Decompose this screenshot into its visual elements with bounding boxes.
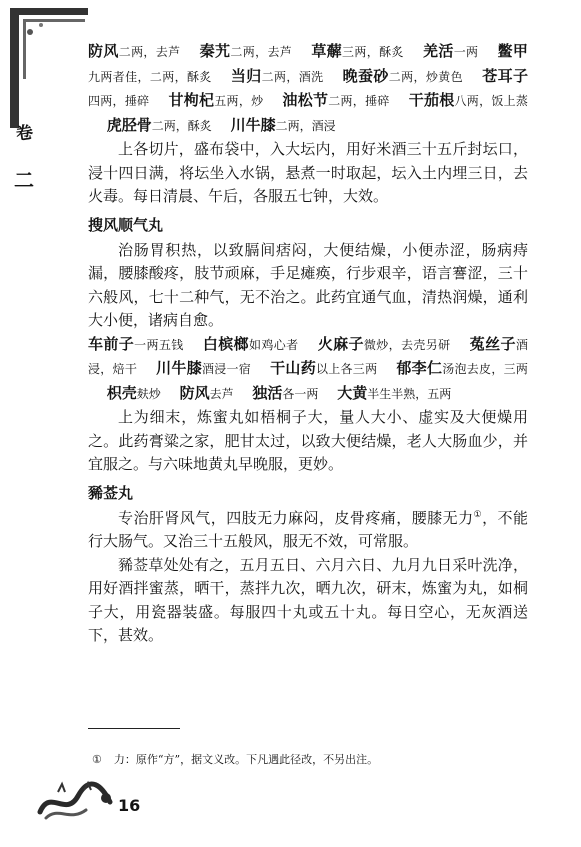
preparation-method: 上为细末，炼蜜丸如梧桐子大，量人大小、虚实及大便燥用之。此药膏粱之家，肥甘太过，以致大便结燥，老人大肠血少，并宜服之。与六味地黄丸早晚服，更妙。 (88, 408, 528, 473)
chapter-number: 二 (14, 168, 34, 192)
section-title: 搜风顺气丸 (88, 215, 164, 234)
herb-name: 火麻子 (317, 334, 364, 353)
herb-name: 防风 (88, 42, 119, 60)
herb-dose: 麸炒 (136, 386, 161, 401)
herb-dose: 八两，饭上蒸 (454, 94, 528, 108)
herb-name: 白槟榔 (202, 334, 250, 353)
herb-dose: 如鸡心者 (249, 337, 299, 352)
page-number: 16 (118, 796, 141, 815)
footnote (92, 753, 378, 767)
footnote-reference[interactable]: ① (473, 509, 483, 520)
herb-name: 川牛膝 (156, 359, 202, 377)
herb-name: 川牛膝 (230, 115, 276, 134)
herb-name: 大黄 (337, 383, 368, 402)
herb-dose: 五两，炒 (214, 94, 264, 108)
herb-name: 油松节 (282, 91, 329, 109)
herb-dose: 微炒，去壳另研 (363, 337, 451, 352)
herb-name: 菟丝子 (469, 334, 516, 353)
indications-text: 专治肝肾风气，四肢无力麻闷，皮骨疼痛，腰膝无力 (118, 508, 474, 527)
herb-dose: 汤泡去皮，三两 (442, 362, 528, 376)
herb-name: 枳壳 (106, 383, 137, 402)
chapter-label: 卷 (14, 122, 35, 145)
herb-dose: 去芦 (209, 386, 234, 401)
herb-dose: 二两，去芦 (118, 45, 181, 59)
herb-dose: 三两，酥炙 (342, 45, 404, 59)
herb-name: 当归 (230, 66, 262, 85)
herb-name: 草薢 (311, 42, 343, 60)
herb-dose: 二两，酒洗 (261, 69, 324, 84)
herb-name: 苍耳子 (482, 66, 528, 85)
herb-name: 郁李仁 (396, 359, 443, 377)
herb-dose: 一两五钱 (134, 337, 184, 352)
herb-name: 防风 (179, 383, 210, 402)
footnote-divider (88, 728, 180, 729)
herb-dose: 酒浸一宿 (201, 362, 252, 376)
herb-dose: 一两 (453, 45, 479, 59)
herb-dose: 九两者佳，二两，酥炙 (88, 69, 212, 84)
footnote-mark: ① (92, 753, 102, 766)
herb-list-1 (88, 40, 528, 138)
herb-dose: 四两，捶碎 (88, 94, 150, 108)
herb-dose: 各一两 (282, 386, 319, 401)
indications-paragraph (88, 507, 528, 554)
corner-ornament (10, 8, 88, 128)
herb-name: 秦艽 (199, 42, 231, 60)
herb-dose: 二两，炒黄色 (388, 69, 464, 84)
herb-name: 独活 (252, 383, 283, 402)
herb-dose: 以上各三两 (315, 362, 378, 376)
herb-dose: 酒浸，焙干 (88, 337, 528, 376)
chapter-marker (12, 122, 56, 190)
preparation-method: 豨莶草处处有之，五月五日、六月六日、九月九日采叶洗净，用好酒拌蜜蒸，晒干，蒸拌九次，晒九次，研末，炼蜜为丸，如桐子大，用瓷器装盛。每服四十丸或五十丸。每日空心，无灰酒送下，甚效。 (88, 555, 528, 644)
herb-dose: 半生半熟，五两 (367, 386, 452, 401)
herb-name: 虎胫骨 (106, 115, 152, 134)
herb-name: 车前子 (88, 334, 135, 353)
herb-dose: 二两，酒浸 (275, 118, 336, 133)
herb-name: 鳖甲 (497, 42, 528, 60)
herb-dose: 二两，捶碎 (328, 94, 390, 108)
herb-dose: 二两，去芦 (230, 45, 293, 59)
herb-dose: 二两，酥炙 (151, 118, 212, 133)
herb-list-2 (88, 333, 528, 407)
page-body (88, 40, 528, 648)
herb-name: 甘枸杞 (168, 91, 215, 109)
herb-name: 晚蚕砂 (342, 66, 389, 85)
herb-name: 干茄根 (408, 91, 455, 109)
dragon-ornament (36, 778, 116, 823)
herb-name: 羌活 (422, 42, 454, 60)
herb-name: 干山药 (270, 359, 316, 377)
indications-text: ，不能行大肠气。又治三十五般风，服无不效，可常服。 (88, 508, 528, 550)
footnote-text: 力：原作“方”，据文义改。下凡遇此径改，不另出注。 (113, 753, 379, 766)
section-title: 豨莶丸 (88, 483, 134, 502)
indications-paragraph: 治肠胃积热，以致膈间痞闷，大便结燥，小便赤涩，肠病痔漏，腰膝酸疼，肢节顽麻，手足瘫痪，行步艰辛，语言謇涩，三十六般风，七十二种气，无不治之。此药宜通气血，清热润燥，通利大小便，诸病自愈。 (88, 240, 528, 329)
preparation-method: 上各切片，盛布袋中，入大坛内，用好米酒三十五斤封坛口，浸十四日满，将坛坐入水锅，悬煮一时取起，坛入土内埋三日，去火毒。每日清晨、午后，各服五七钟，大效。 (88, 140, 528, 205)
